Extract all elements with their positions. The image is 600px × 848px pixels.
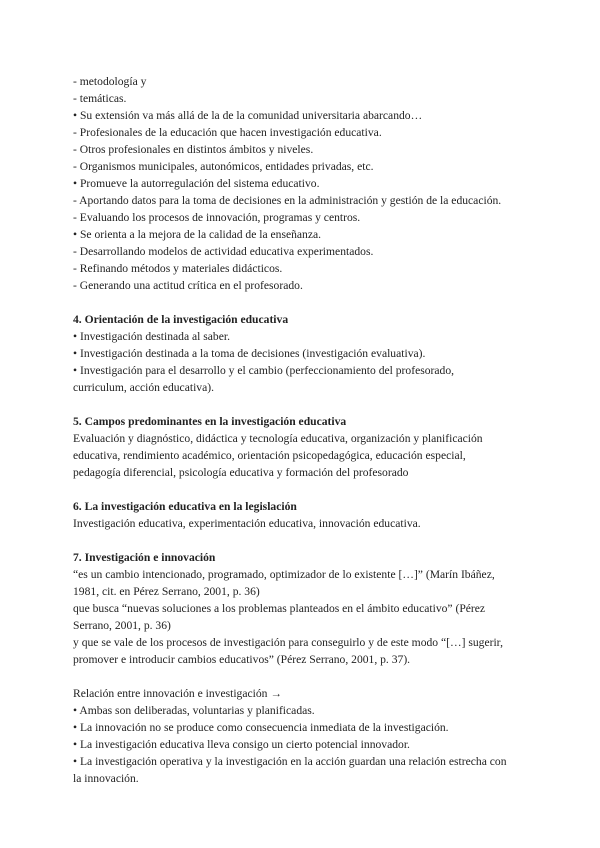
paragraph-line: pedagogía diferencial, psicología educativa y formación del profesorado — [73, 466, 409, 479]
list-item: - Profesionales de la educación que hacen investigación educativa. — [73, 126, 382, 139]
paragraph-line: educativa, rendimiento académico, orientación psicopedagógica, educación especial, — [73, 449, 466, 462]
paragraph-line: Serrano, 2001, p. 36) — [73, 619, 171, 632]
list-item: • La innovación no se produce como consecuencia inmediata de la investigación. — [73, 721, 449, 734]
list-item: • Se orienta a la mejora de la calidad de la enseñanza. — [73, 228, 322, 241]
list-item: - Organismos municipales, autonómicos, entidades privadas, etc. — [73, 160, 374, 173]
paragraph-line: Relación entre innovación e investigación → — [73, 687, 282, 700]
spacer — [73, 481, 533, 498]
paragraph-line: Evaluación y diagnóstico, didáctica y tecnología educativa, organización y planificación — [73, 432, 483, 445]
paragraph-line: “es un cambio intencionado, programado, optimizador de lo existente […]” (Marín Ibáñez, — [73, 568, 495, 581]
section-5 — [73, 413, 533, 481]
spacer — [73, 294, 533, 311]
list-item: - metodología y — [73, 75, 147, 88]
list-item: - Evaluando los procesos de innovación, programas y centros. — [73, 211, 361, 224]
list-item: • La investigación educativa lleva consigo un cierto potencial innovador. — [73, 738, 410, 751]
section-4 — [73, 311, 533, 396]
list-item: la innovación. — [73, 772, 139, 785]
section-heading: 4. Orientación de la investigación educativa — [73, 313, 289, 326]
list-item: • Investigación destinada a la toma de decisiones (investigación evaluativa). — [73, 347, 426, 360]
section-6 — [73, 498, 533, 532]
list-item: - temáticas. — [73, 92, 127, 105]
spacer — [73, 396, 533, 413]
paragraph-line: y que se vale de los procesos de investigación para conseguirlo y de este modo “[…] sugerir, — [73, 636, 503, 649]
list-item: • Promueve la autorregulación del sistema educativo. — [73, 177, 320, 190]
section-heading: 5. Campos predominantes en la investigación educativa — [73, 415, 347, 428]
paragraph-line: Investigación educativa, experimentación educativa, innovación educativa. — [73, 517, 421, 530]
spacer — [73, 668, 533, 685]
list-item: - Aportando datos para la toma de decisiones en la administración y gestión de la educación. — [73, 194, 502, 207]
paragraph-line: promover e introducir cambios educativos” (Pérez Serrano, 2001, p. 37). — [73, 653, 411, 666]
list-item: - Otros profesionales en distintos ámbitos y niveles. — [73, 143, 314, 156]
paragraph-line: que busca “nuevas soluciones a los problemas planteados en el ámbito educativo” (Pérez — [73, 602, 486, 615]
intro-list — [73, 73, 533, 294]
section-heading: 7. Investigación e innovación — [73, 551, 216, 564]
relation-section — [73, 685, 533, 787]
document-page — [73, 73, 533, 787]
list-item: • Investigación destinada al saber. — [73, 330, 230, 343]
section-7 — [73, 549, 533, 668]
list-item: curriculum, acción educativa). — [73, 381, 214, 394]
list-item: • Su extensión va más allá de la de la comunidad universitaria abarcando… — [73, 109, 423, 122]
section-heading: 6. La investigación educativa en la legislación — [73, 500, 297, 513]
list-item: • Ambas son deliberadas, voluntarias y planificadas. — [73, 704, 315, 717]
spacer — [73, 532, 533, 549]
paragraph-line: 1981, cit. en Pérez Serrano, 2001, p. 36) — [73, 585, 260, 598]
list-item: - Refinando métodos y materiales didácticos. — [73, 262, 283, 275]
list-item: - Desarrollando modelos de actividad educativa experimentados. — [73, 245, 374, 258]
list-item: - Generando una actitud crítica en el profesorado. — [73, 279, 303, 292]
list-item: • Investigación para el desarrollo y el cambio (perfeccionamiento del profesorado, — [73, 364, 455, 377]
list-item: • La investigación operativa y la investigación en la acción guardan una relación estrecha con — [73, 755, 507, 768]
